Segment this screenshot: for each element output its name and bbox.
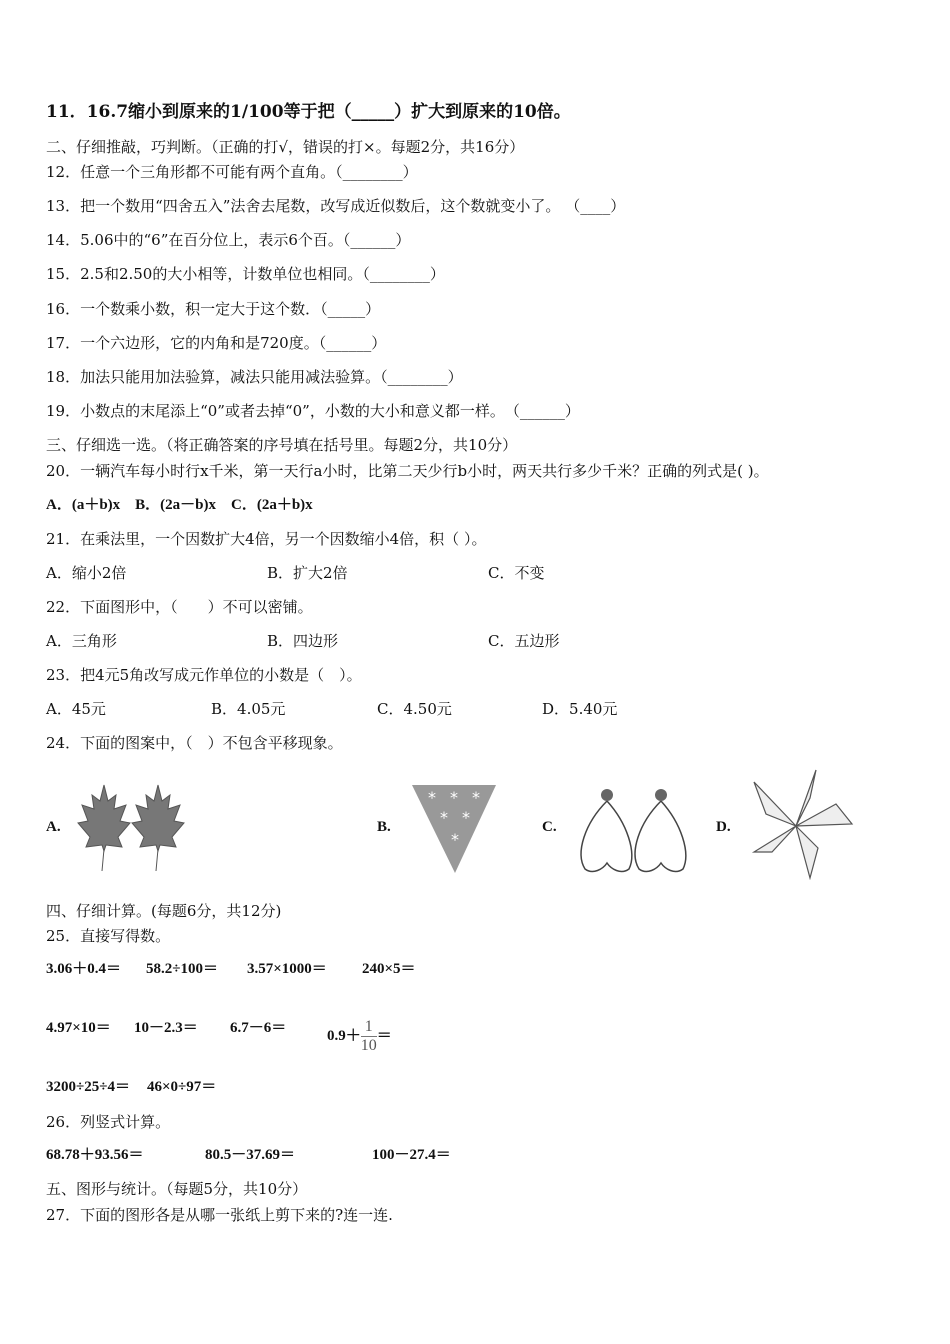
equals-sign: ＝ — [376, 1027, 392, 1044]
question-17: 17．一个六边形，它的内角和是720度。（______） — [46, 334, 387, 352]
maple-leaves-figure — [72, 783, 202, 873]
question-24: 24．下面的图案中，（ ）不包含平移现象。 — [46, 734, 343, 752]
gourds-figure — [575, 783, 695, 875]
svg-text:*: * — [450, 788, 458, 807]
fraction — [361, 1018, 377, 1055]
figure-label-c: C. — [542, 819, 557, 835]
question-20-options: A．(a＋b)x B．(2a－b)x C．(2a＋b)x — [46, 497, 313, 513]
svg-text:*: * — [440, 808, 448, 827]
svg-text:*: * — [451, 830, 459, 849]
question-13: 13．把一个数用“四舍五入”法舍去尾数，改写成近似数后，这个数就变小了。 （____） — [46, 197, 626, 215]
section-3-heading: 三、仔细选一选。（将正确答案的序号填在括号里。每题2分，共10分） — [46, 436, 518, 454]
calc-item: 46×0÷97＝ — [147, 1079, 217, 1095]
calc-item: 100－27.4＝ — [372, 1147, 451, 1163]
denominator: 10 — [360, 1037, 377, 1054]
calc-item: 80.5－37.69＝ — [205, 1147, 296, 1163]
calc-item: 10－2.3＝ — [134, 1020, 198, 1036]
figure-label-d: D. — [716, 819, 731, 835]
calc-prefix: 0.9＋ — [327, 1027, 361, 1044]
question-16: 16．一个数乘小数，积一定大于这个数．（_____） — [46, 300, 381, 318]
option-b: B．4.05元 — [211, 700, 286, 718]
option-b: B．四边形 — [267, 632, 339, 650]
svg-text:*: * — [462, 808, 470, 827]
svg-text:*: * — [428, 788, 436, 807]
calc-item: 68.78＋93.56＝ — [46, 1147, 144, 1163]
question-19: 19．小数点的末尾添上“0”或者去掉“0”，小数的大小和意义都一样。 （______） — [46, 402, 580, 420]
calc-item: 3.06＋0.4＝ — [46, 961, 122, 977]
option-a: A．三角形 — [46, 632, 117, 650]
question-11: 11．16.7缩小到原来的1/100等于把（_____）扩大到原来的10倍。 — [46, 102, 571, 122]
option-d: D．5.40元 — [542, 700, 618, 718]
question-21: 21．在乘法里，一个因数扩大4倍，另一个因数缩小4倍，积（ ）。 — [46, 530, 487, 548]
calc-item: 3.57×1000＝ — [247, 961, 327, 977]
calc-item: 3200÷25÷4＝ — [46, 1079, 130, 1095]
calc-item-fraction — [327, 1018, 392, 1055]
option-a: A．缩小2倍 — [46, 564, 127, 582]
question-25: 25．直接写得数。 — [46, 927, 171, 945]
question-15: 15．2.5和2.50的大小相等，计数单位也相同。（________） — [46, 265, 445, 283]
figure-label-a: A. — [46, 819, 61, 835]
option-c: C．五边形 — [488, 632, 560, 650]
snowflake-triangle-figure — [410, 783, 498, 875]
numerator: 1 — [361, 1018, 377, 1037]
calc-item: 4.97×10＝ — [46, 1020, 111, 1036]
question-12: 12．任意一个三角形都不可能有两个直角。（________） — [46, 163, 418, 181]
calc-item: 58.2÷100＝ — [146, 961, 218, 977]
pinwheel-figure — [748, 768, 858, 880]
figure-label-b: B. — [377, 819, 391, 835]
svg-text:*: * — [472, 788, 480, 807]
option-a: A．45元 — [46, 700, 106, 718]
calc-item: 240×5＝ — [362, 961, 416, 977]
question-26: 26．列竖式计算。 — [46, 1113, 171, 1131]
question-23: 23．把4元5角改写成元作单位的小数是（ ）。 — [46, 666, 362, 684]
option-c: C．不变 — [488, 564, 545, 582]
calc-item: 6.7－6＝ — [230, 1020, 287, 1036]
option-b: B．扩大2倍 — [267, 564, 348, 582]
section-5-heading: 五、图形与统计。（每题5分，共10分） — [46, 1180, 308, 1198]
question-22: 22．下面图形中，（ ）不可以密铺。 — [46, 598, 313, 616]
question-27: 27．下面的图形各是从哪一张纸上剪下来的?连一连. — [46, 1206, 393, 1224]
question-20: 20．一辆汽车每小时行x千米，第一天行a小时，比第二天少行b小时，两天共行多少千米？正确的列式是( )。 — [46, 462, 769, 480]
section-2-heading: 二、仔细推敲，巧判断。（正确的打√，错误的打×。每题2分，共16分） — [46, 138, 525, 156]
question-18: 18．加法只能用加法验算，减法只能用减法验算。（________） — [46, 368, 463, 386]
question-14: 14．5.06中的“6”在百分位上，表示6个百。（______） — [46, 231, 411, 249]
section-4-heading: 四、仔细计算。(每题6分，共12分) — [46, 902, 282, 920]
option-c: C．4.50元 — [377, 700, 452, 718]
